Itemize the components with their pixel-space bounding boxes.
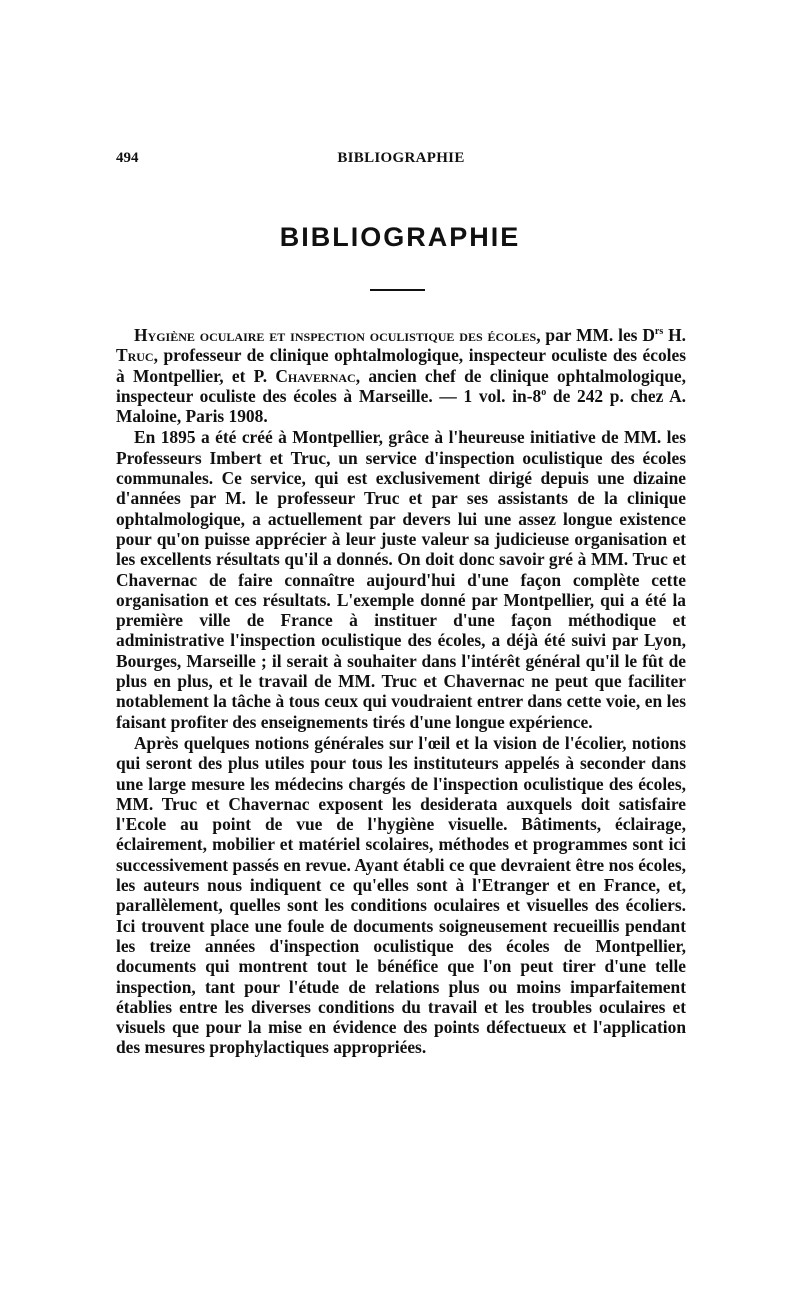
section-title: BIBLIOGRAPHIE: [279, 222, 521, 252]
body-text: [116, 325, 686, 1059]
entry-text-2: H.: [663, 325, 686, 345]
entry-superscript-1: rs: [654, 326, 664, 338]
author-name-2: Chavernac,: [275, 365, 361, 386]
running-title: BIBLIOGRAPHIE: [337, 150, 465, 166]
entry-text-3: professeur de clinique ophtalmologique, inspecteur oculiste des écoles à Montpellier, et P.: [116, 345, 686, 386]
entry-text-5: de 242 p. chez A. Maloine, Paris 1908.: [116, 385, 686, 427]
bibliographic-entry: [116, 325, 686, 426]
paragraph: En 1895 a été créé à Montpellier, grâce à l'heureuse initiative de MM. les Professeurs Imbert et Truc, un service d'inspection oculistique des écoles communales. Ce service, qui est exclusivement dirigé depuis une dizaine d'années par M. le professeur Truc et par ses assistants de la clinique ophtalmologique, a actuellement par devers lui une assez longue existence pour qu'on puisse apprécier à leur juste valeur sa judicieuse organisation et les excellents résultats qu'il a donnés. On doit donc savoir gré à MM. Truc et Chavernac de faire connaître aujourd'hui d'une façon complète cette organisation et ces résultats. L'exemple donné par Montpellier, qui a été la première ville de France à instituer d'une façon méthodique et administrative l'inspection oculistique des écoles, a déjà été suivi par Lyon, Bourges, Marseille ; il serait à souhaiter dans l'intérêt général qu'il le fût de plus en plus, et le travail de MM. Truc et Chavernac ne peut que faciliter notablement la tâche à tous ceux qui voudraient entrer dans cette voie, en les faisant profiter des enseignements tirés d'une longue expérience.: [116, 427, 686, 732]
entry-superscript-2: o: [541, 387, 547, 399]
title-rule: [370, 289, 425, 291]
running-head: [116, 150, 686, 174]
author-name-1: Truc,: [116, 345, 158, 366]
entry-text-4: ancien chef de clinique ophtalmologique, inspecteur oculiste des écoles à Marseille. — 1 vol. in-8: [116, 365, 686, 406]
work-title: Hygiène oculaire et inspection oculistique des écoles,: [134, 325, 541, 345]
entry-text-1: par MM. les D: [540, 325, 655, 345]
page-number: 494: [116, 150, 139, 166]
paragraph: Après quelques notions générales sur l'œil et la vision de l'écolier, notions qui seront des plus utiles pour tous les instituteurs appelés à seconder dans une large mesure les médecins chargés de l'inspection oculistique des écoles, MM. Truc et Chavernac exposent les desiderata auxquels doit satisfaire l'Ecole au point de vue de l'hygiène visuelle. Bâtiments, éclairage, éclairement, mobilier et matériel scolaires, méthodes et programmes sont ici successivement passés en revue. Ayant établi ce que devraient être nos écoles, les auteurs nous indiquent ce qu'elles sont à l'Etranger et en France, et, parallèlement, quelles sont les conditions oculaires et visuelles des écoliers. Ici trouvent place une foule de documents soigneusement recueillis pendant les treize années d'inspection oculistique des écoles de Montpellier, documents qui montrent tout le bénéfice que l'on peut tirer d'une telle inspection, tant pour l'étude de relations plus ou moins imparfaitement établies entre les diverses conditions du travail et les troubles oculaires et visuels que pour la mise en évidence des points défectueux et l'application des mesures prophylactiques appropriées.: [116, 732, 686, 1058]
